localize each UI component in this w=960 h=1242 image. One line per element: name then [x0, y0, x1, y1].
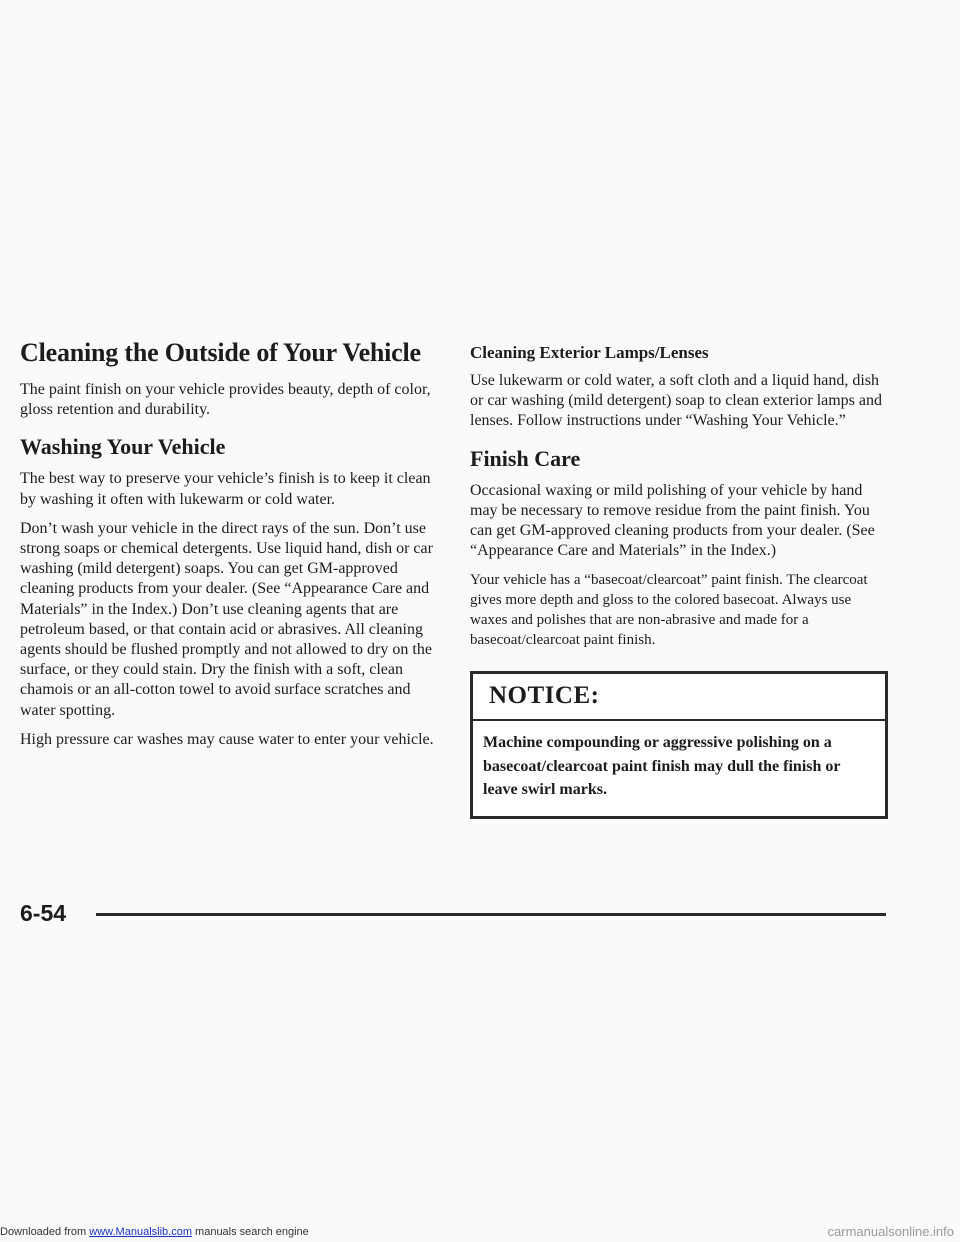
intro-paragraph: The paint finish on your vehicle provides beauty, depth of color, gloss retention and durability. [20, 381, 431, 419]
finish-care-heading: Finish Care [470, 445, 581, 471]
notice-text: Machine compounding or aggressive polishing on a basecoat/clearcoat paint finish may dull the finish or leave swirl marks. [483, 734, 841, 799]
watermark-text: carmanualsonline.info [827, 1224, 954, 1239]
lamps-paragraph: Use lukewarm or cold water, a soft cloth and a liquid hand, dish or car washing (mild detergent) soap to clean exterior lamps and lenses. Follow instructions under “Washing Your Vehicle.” [470, 372, 883, 430]
left-column [20, 338, 435, 759]
page-number: 6-54 [20, 900, 67, 926]
manualslib-link[interactable]: www.Manualslib.com [89, 1226, 192, 1238]
right-column [470, 338, 890, 819]
finish-paragraph-2: Your vehicle has a “basecoat/clearcoat” paint finish. The clearcoat gives more depth and gloss to the colored basecoat. Always use waxes and polishes that are non-abrasive and made for a basecoat/clearcoat paint finish. [470, 572, 868, 649]
download-banner [0, 1226, 309, 1238]
notice-box [470, 671, 888, 819]
banner-prefix: Downloaded from [0, 1226, 90, 1238]
notice-title: NOTICE: [473, 674, 885, 721]
washing-paragraph-2: Don’t wash your vehicle in the direct rays of the sun. Don’t use strong soaps or chemical detergents. Use liquid hand, dish or car washing (mild detergent) soaps. You can get GM-approved cleaning products from your dealer. (See “Appearance Care and Materials” in the Index.) Don’t use cleaning agents that are petroleum based, or that contain acid or abrasives. All cleaning agents should be flushed promptly and not allowed to dry on the surface, or they could stain. Dry the finish with a soft, clean chamois or an all-cotton towel to avoid surface scratches and water spotting. [20, 519, 433, 719]
section-title: Cleaning the Outside of Your Vehicle [20, 338, 421, 367]
banner-suffix: manuals search engine [191, 1226, 309, 1238]
lamps-heading: Cleaning Exterior Lamps/Lenses [470, 343, 709, 362]
washing-paragraph-1: The best way to preserve your vehicle’s finish is to keep it clean by washing it often with lukewarm or cold water. [20, 470, 431, 508]
washing-paragraph-3: High pressure car washes may cause water to enter your vehicle. [20, 730, 434, 748]
washing-heading: Washing Your Vehicle [20, 434, 226, 460]
page-footer [20, 899, 886, 929]
finish-paragraph-1: Occasional waxing or mild polishing of your vehicle by hand may be necessary to remove residue from the paint finish. You can get GM-approved cleaning products from your dealer. (See “Appearance Care and Materials” in the Index.) [470, 481, 875, 560]
footer-rule [96, 913, 886, 916]
